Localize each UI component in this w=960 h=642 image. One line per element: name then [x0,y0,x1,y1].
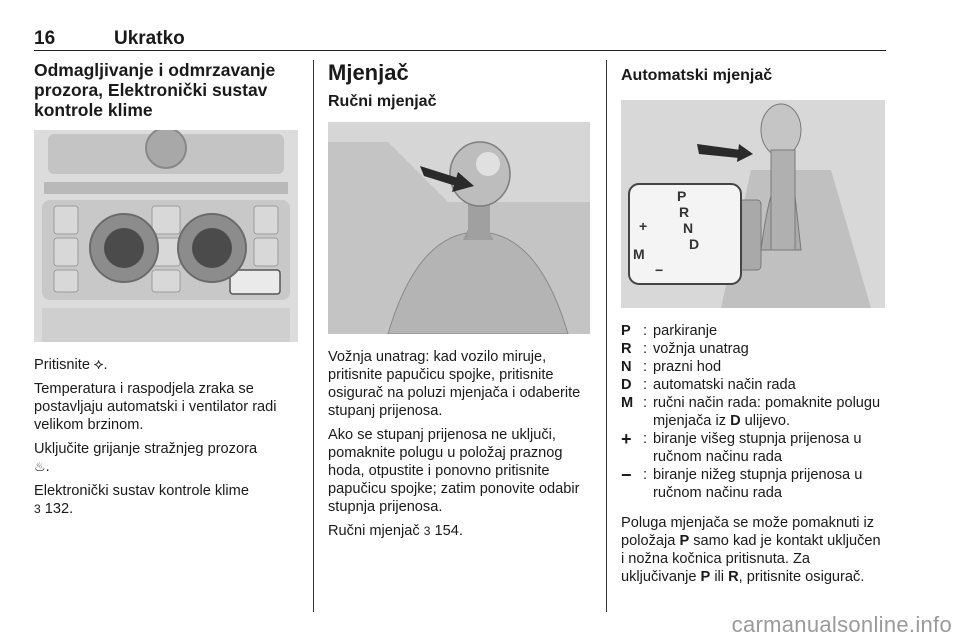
legend-row-m: M : ručni način rada: pomaknite polugu mjenjača iz D ulijevo. [621,395,881,429]
section-title-defrost: Odmagljivanje i odmrzavanje prozora, Elektronički sustav kontrole klime [34,60,276,120]
gear-legend [621,322,887,502]
climate-reference: Elektronički sustav kontrole klime 3 132. [34,483,249,517]
climate-control-figure [34,130,298,342]
legend-row-n: N : prazni hod [621,359,722,375]
gear-pattern-inset [629,184,741,284]
gear-label-r: R [679,204,690,220]
rear-heat-text: Uključite grijanje stražnjeg prozora ♨. [34,441,258,475]
page-number: 16 [34,28,56,49]
gear-label-plus: + [639,218,648,234]
column-climate [34,60,300,524]
manual-gear-lever-illustration [328,122,590,334]
windscreen-defrost-icon: ⯎ [94,357,104,372]
column-divider [606,60,607,612]
manual-reference: Ručni mjenjač 3 154. [328,523,463,539]
column-automatic [621,60,887,592]
watermark: carmanualsonline.info [731,612,952,637]
auto-temp-text: Temperatura i raspodjela zraka se postavljaju automatski i ventilator radi velikom brzinom. [34,381,277,433]
defrost-instruction: Pritisnite ⯎. [34,357,108,373]
subsection-title-manual: Ručni mjenjač [328,93,437,110]
running-title: Ukratko [114,28,185,49]
reference-arrow-icon: 3 [34,502,41,516]
legend-row-p: P : parkiranje [621,323,718,339]
automatic-shifter-figure [621,100,885,308]
gear-engage-instruction: Ako se stupanj prijenosa ne uključi, pomaknite polugu u položaj praznog hoda, otpustite i ponovno pritisnite papučicu spojke; zatim ponovite odabir stupnja prijenosa. [328,427,580,515]
legend-row-minus: − : biranje nižeg stupnja prijenosa u ručnom načinu rada [621,465,863,501]
legend-row-plus: + : biranje višeg stupnja prijenosa u ručnom načinu rada [621,429,862,465]
section-title-transmission: Mjenjač [328,60,409,85]
climate-panel-illustration [34,130,298,342]
gear-label-p: P [677,188,687,204]
rear-window-heating-icon: ♨ [34,459,46,474]
page-header [34,28,886,51]
reverse-instruction: Vožnja unatrag: kad vozilo miruje, pritisnite papučicu spojke, pritisnite osigurač na poluzi mjenjača i odaberite stupanj prijenosa. [328,349,581,419]
gear-label-n: N [683,220,694,236]
gear-label-m: M [633,246,645,262]
shift-from-p-text: Poluga mjenjača se može pomaknuti iz položaja P samo kad je kontakt uključen i nožna kočnica pritisnuta. Za uključivanje P ili R, pritisnite osigurač. [621,515,881,585]
column-divider [313,60,314,612]
legend-row-d: D : automatski način rada [621,377,796,393]
manual-shifter-figure [328,122,590,334]
gear-label-d: D [689,236,700,252]
column-transmission [328,60,590,546]
reference-arrow-icon: 3 [423,524,431,538]
subsection-title-automatic: Automatski mjenjač [621,67,773,84]
legend-row-r: R : vožnja unatrag [621,341,749,357]
gear-label-minus: − [655,262,664,278]
